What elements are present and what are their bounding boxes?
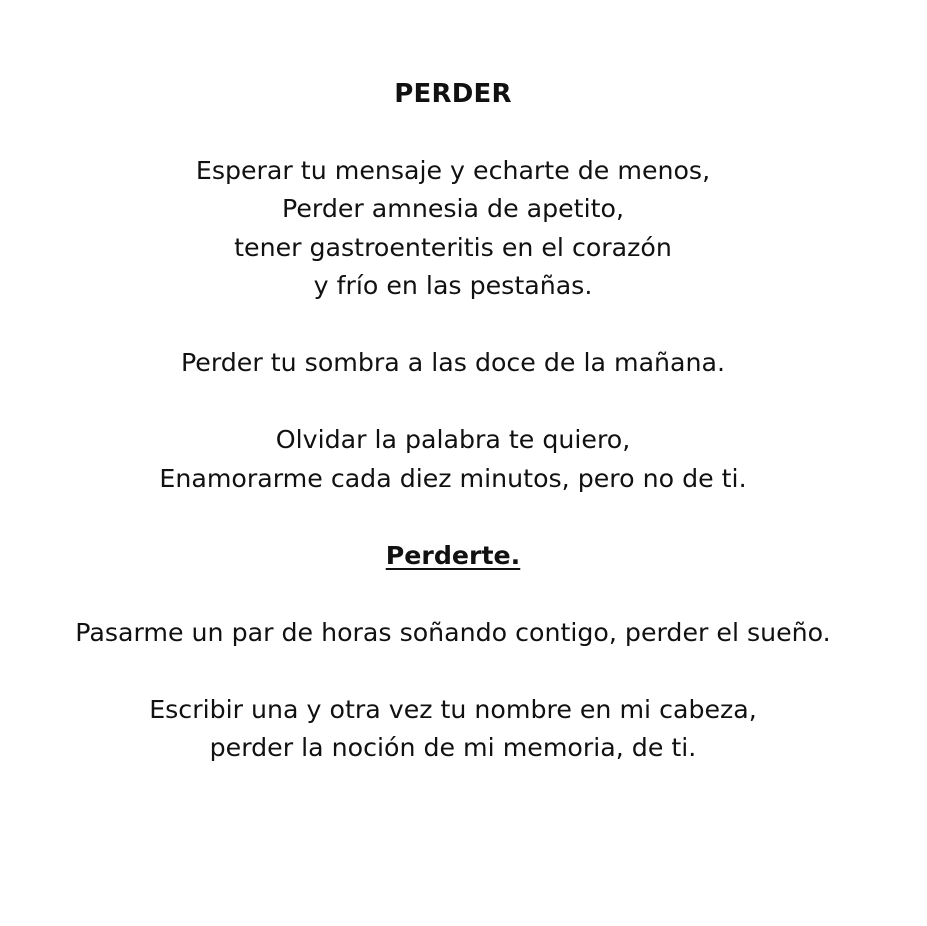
poem-line: Perder tu sombra a las doce de la mañana. [180,348,726,377]
poem-line: tener gastroenteritis en el corazón [234,232,672,262]
stanza-gap [0,498,906,537]
poem-line: Esperar tu mensaje y echarte de menos, [195,155,711,185]
poem-line: perder la noción de mi memoria, de ti. [209,733,697,762]
stanza-2 [0,344,906,383]
emphasis-stanza [0,537,906,576]
poem-line: Perder amnesia de apetito, [282,194,624,223]
stanza-3 [0,421,906,498]
stanza-gap [0,306,906,345]
stanza-5 [0,691,906,768]
poem-title: PERDER [394,79,512,109]
stanza-gap [0,652,906,691]
poem-line: Enamorarme cada diez minutos, pero no de ti. [159,463,747,493]
poem-line: Olvidar la palabra te quiero, [275,425,631,454]
stanza-4 [0,614,906,653]
poem-line: Pasarme un par de horas soñando contigo, perder el sueño. [75,617,831,647]
stanza-1 [0,152,906,306]
poem [0,75,906,768]
stanza-gap [0,113,906,152]
stanza-gap [0,383,906,422]
poem-line: Escribir una y otra vez tu nombre en mi cabeza, [149,694,757,724]
poem-line: y frío en las pestañas. [313,271,593,300]
stanza-gap [0,575,906,614]
emphasis-line: Perderte. [385,540,521,570]
